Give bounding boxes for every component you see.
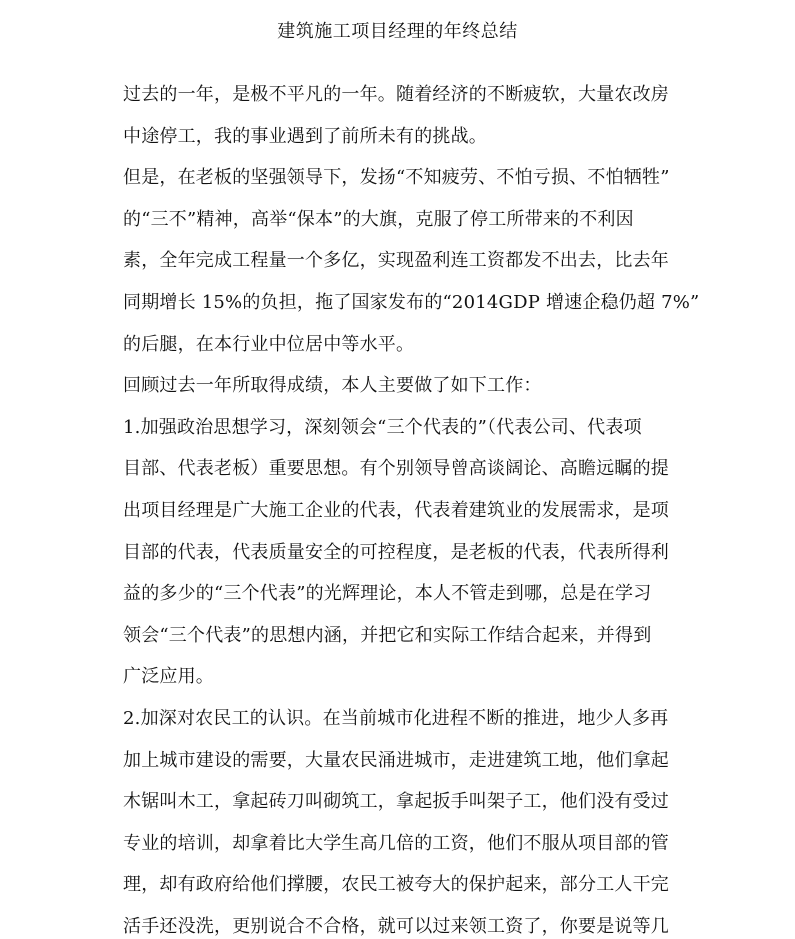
text-line: 专业的培训，却拿着比大学生高几倍的工资，他们不服从项目部的管 [123,832,669,854]
text-line: 过去的一年，是极不平凡的一年。随着经济的不断疲软，大量农改房 [123,84,669,105]
text-line: 加上城市建设的需要，大量农民涌进城市，走进建筑工地，他们拿起 [123,749,669,771]
text-line: 领会“三个代表”的思想内涵，并把它和实际工作结合起来，并得到 [123,624,652,646]
text-line: 的后腿，在本行业中位居中等水平。 [123,333,415,355]
text-line: 活手还没洗，更别说合不合格，就可以过来领工资了，你要是说等几 [123,915,669,937]
text-line: 同期增长 15%的负担，拖了国家发布的“2014GDP 增速企稳仍超 7%” [123,291,700,313]
text-line: 2.加深对农民工的认识。在当前城市化进程不断的推进，地少人多再 [123,707,669,729]
text-line: 木锯叫木工，拿起砖刀叫砌筑工，拿起扳手叫架子工，他们没有受过 [123,791,669,813]
text-line: 的“三不”精神，高举“保本”的大旗，克服了停工所带来的不利因 [123,208,634,230]
text-line: 回顾过去一年所取得成绩，本人主要做了如下工作： [123,375,542,397]
text-line: 目部、代表老板）重要思想。有个别领导曾高谈阔论、高瞻远瞩的提 [123,458,669,480]
text-line: 但是，在老板的坚强领导下，发扬“不知疲劳、不怕亏损、不怕牺牲” [123,167,670,189]
document-title: 建筑施工项目经理的年终总结 [277,21,518,42]
text-line: 1.加强政治思想学习，深刻领会“三个代表的”（代表公司、代表项 [123,416,642,438]
text-line: 素，全年完成工程量一个多亿，实现盈利连工资都发不出去，比去年 [123,250,669,272]
document-body [123,74,700,939]
text-line: 理，却有政府给他们撑腰，农民工被夸大的保护起来，部分工人干完 [123,874,669,896]
text-line: 广泛应用。 [123,666,214,688]
text-line: 益的多少的“三个代表”的光辉理论，本人不管走到哪，总是在学习 [123,583,652,605]
text-line: 出项目经理是广大施工企业的代表，代表着建筑业的发展需求，是项 [123,499,669,521]
text-line: 目部的代表，代表质量安全的可控程度，是老板的代表，代表所得利 [123,541,669,563]
text-line: 中途停工，我的事业遇到了前所未有的挑战。 [123,125,487,147]
